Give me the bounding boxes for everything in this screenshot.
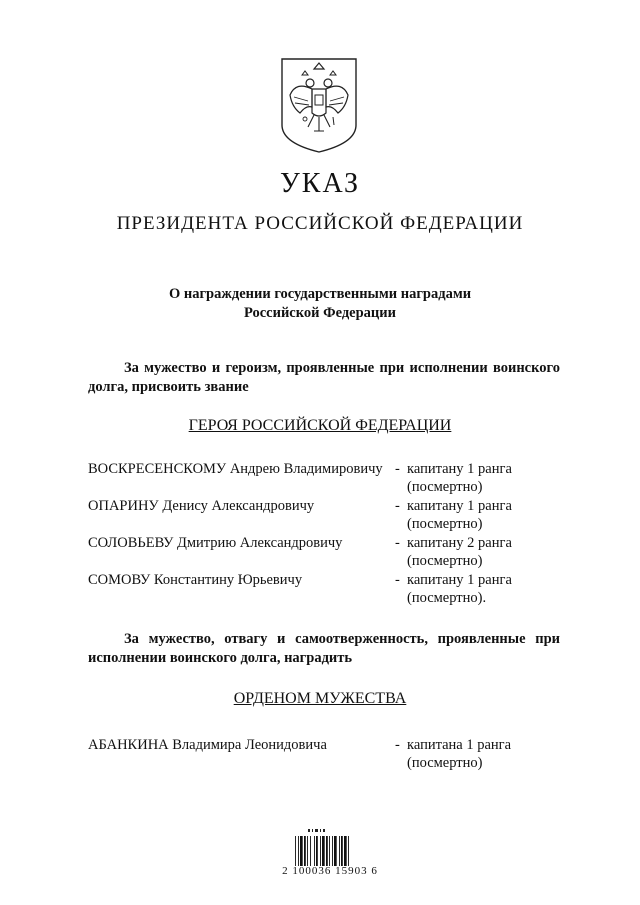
- russian-coat-of-arms-icon: [278, 55, 360, 155]
- document-barcode: [282, 828, 378, 880]
- recipient-dash: -: [395, 461, 400, 477]
- award-recipient-row: [88, 571, 558, 609]
- section1-intro: [88, 359, 560, 397]
- document-subtitle: ПРЕЗИДЕНТА РОССИЙСКОЙ ФЕДЕРАЦИИ: [116, 213, 524, 234]
- award-recipient-row: [88, 736, 558, 774]
- award-recipient-row: [88, 460, 558, 498]
- barcode-digits: 2 100036 15903 6: [282, 865, 378, 877]
- section1-intro-text: За мужество и героизм, проявленные при исполнении воинского долга, присвоить звание: [88, 360, 560, 395]
- recipient-rank: капитану 2 ранга: [407, 535, 512, 551]
- recipient-note: (посмертно): [407, 553, 483, 569]
- section2-intro-text: За мужество, отвагу и самоотверженность, проявленные при исполнении воинского долга, наградить: [88, 631, 560, 666]
- barcode-bars: [294, 836, 364, 866]
- recipient-note: (посмертно): [407, 479, 483, 495]
- recipient-dash: -: [395, 572, 400, 588]
- recipient-dash: -: [395, 498, 400, 514]
- recipient-name: СОЛОВЬЕВУ Дмитрию Александровичу: [88, 535, 343, 551]
- section2-intro: [88, 630, 560, 668]
- section1-award-title: ГЕРОЯ РОССИЙСКОЙ ФЕДЕРАЦИИ: [188, 417, 452, 434]
- barcode-mark: [308, 828, 326, 833]
- section2-award-title: ОРДЕНОМ МУЖЕСТВА: [233, 690, 407, 707]
- recipient-name: АБАНКИНА Владимира Леонидовича: [88, 737, 327, 753]
- recipient-rank: капитану 1 ранга: [407, 572, 512, 588]
- award-recipient-row: [88, 534, 558, 572]
- recipient-note: (посмертно): [407, 755, 483, 771]
- recipient-dash: -: [395, 535, 400, 551]
- recipient-rank: капитана 1 ранга: [407, 737, 512, 753]
- recipient-rank: капитану 1 ранга: [407, 461, 512, 477]
- recipient-dash: -: [395, 737, 400, 753]
- decree-heading-line: Российской Федерации: [243, 305, 396, 321]
- decree-heading: [0, 285, 640, 323]
- recipient-name: ВОСКРЕСЕНСКОМУ Андрею Владимировичу: [88, 461, 383, 477]
- recipient-name: СОМОВУ Константину Юрьевичу: [88, 572, 303, 588]
- recipient-note: (посмертно).: [407, 590, 487, 606]
- recipient-name: ОПАРИНУ Денису Александровичу: [88, 498, 315, 514]
- decree-heading-line: О награждении государственными наградами: [168, 286, 472, 302]
- recipient-rank: капитану 1 ранга: [407, 498, 512, 514]
- document-title: УКАЗ: [279, 168, 361, 199]
- award-recipient-row: [88, 497, 558, 535]
- recipient-note: (посмертно): [407, 516, 483, 532]
- state-emblem: [278, 55, 360, 155]
